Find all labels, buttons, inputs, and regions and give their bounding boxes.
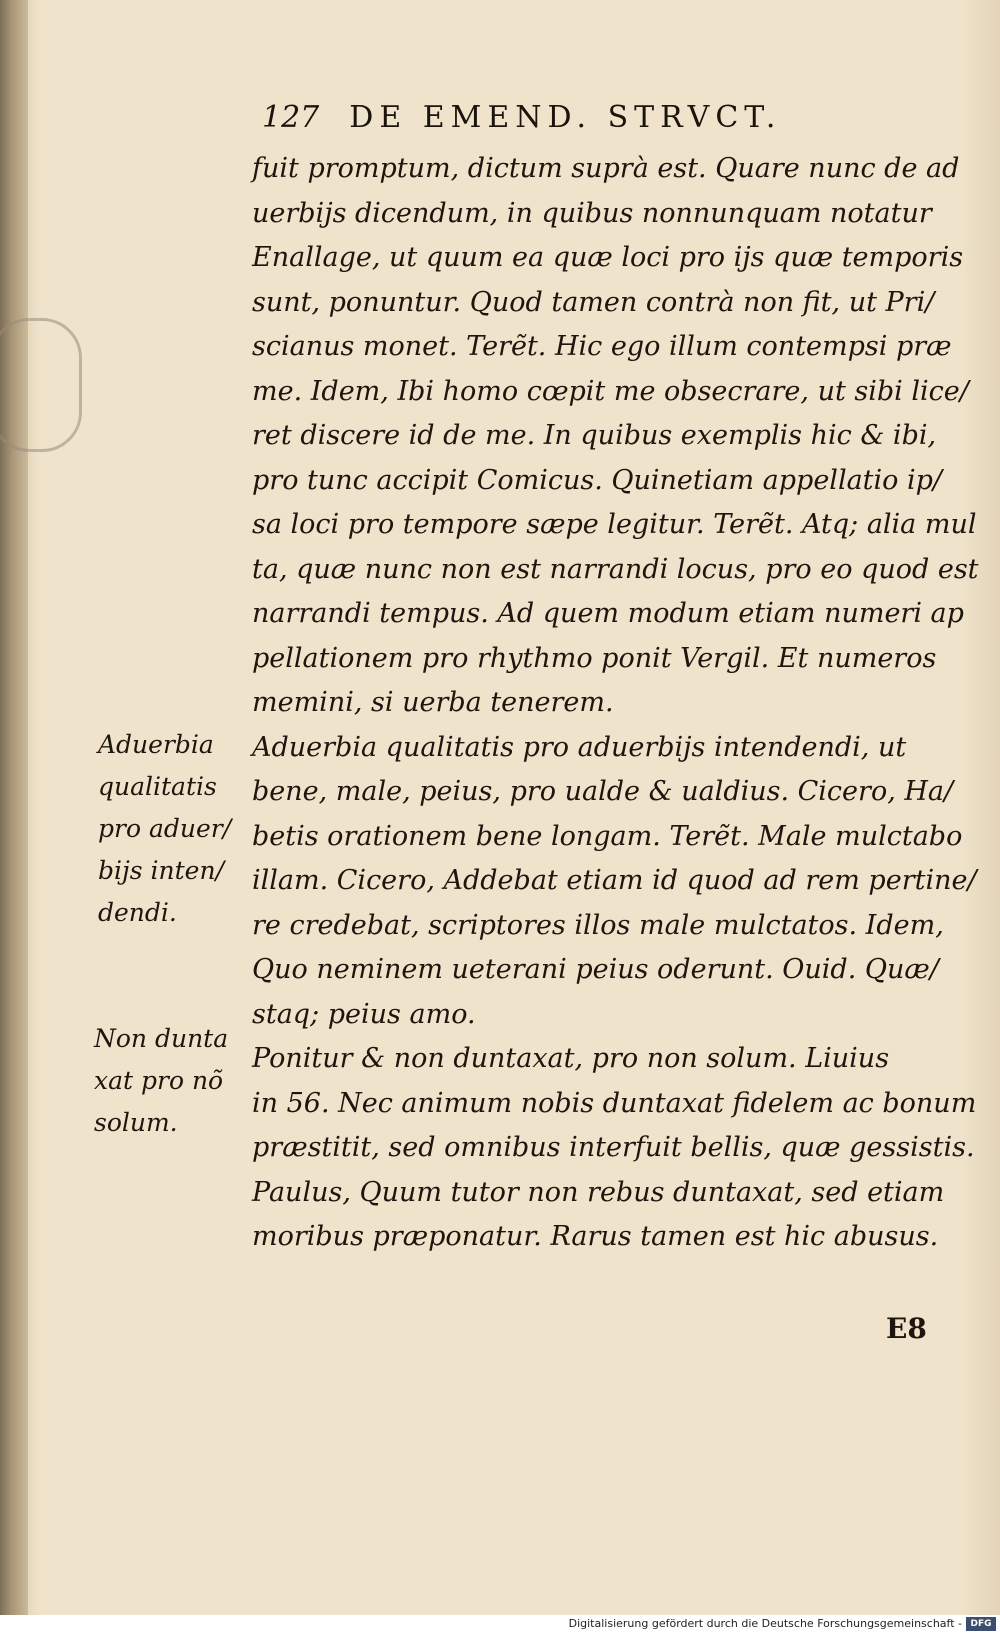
- main-text: [252, 147, 979, 1260]
- text-line: scianus monet. Terẽt. Hic ego illum contempsi præ: [252, 331, 952, 362]
- text-line: Ponitur & non duntaxat, pro non solum. Liuius: [252, 1043, 890, 1074]
- text-line: Enallage, ut quum ea quæ loci pro ijs quæ temporis: [252, 242, 964, 273]
- book-gutter: [0, 0, 28, 1615]
- margin-note-duntaxat: [94, 1018, 228, 1144]
- margin-note-line: solum.: [94, 1108, 178, 1137]
- margin-note-line: xat pro nõ: [94, 1066, 224, 1095]
- text-line: bene, male, peius, pro ualde & ualdius. Cicero, Ha/: [252, 776, 954, 807]
- signature-mark: E8: [886, 1312, 927, 1345]
- margin-note-line: pro aduer/: [98, 814, 232, 843]
- text-line: sunt, ponuntur. Quod tamen contrà non fit, ut Pri/: [252, 286, 935, 318]
- text-line: uerbijs dicendum, in quibus nonnunquam notatur: [252, 197, 932, 229]
- margin-note-line: bijs inten/: [98, 856, 224, 885]
- text-line: præstitit, sed omnibus interfuit bellis, quæ gessistis.: [252, 1132, 975, 1163]
- digitization-footer: [0, 1615, 1000, 1634]
- text-line: pellationem pro rhythmo ponit Vergil. Et numeros: [252, 642, 937, 674]
- dfg-logo-icon: DFG: [966, 1617, 996, 1631]
- text-line: ta, quæ nunc non est narrandi locus, pro eo quod est: [252, 553, 979, 585]
- margin-note-aduerbia: [98, 724, 231, 934]
- text-line: memini, si uerba tenerem.: [252, 687, 614, 718]
- text-line: staq; peius amo.: [252, 998, 476, 1030]
- text-line: ret discere id de me. In quibus exemplis hic & ibi,: [252, 420, 937, 451]
- text-line: Quo neminem ueterani peius oderunt. Ouid. Quæ/: [252, 954, 939, 985]
- running-head: [262, 100, 781, 135]
- text-line: narrandi tempus. Ad quem modum etiam numeri ap: [252, 598, 964, 629]
- margin-note-line: Aduerbia: [98, 730, 214, 759]
- text-line: illam. Cicero, Addebat etiam id quod ad rem pertine/: [252, 865, 977, 896]
- text-line: me. Idem, Ibi homo cœpit me obsecrare, ut sibi lice/: [252, 375, 969, 407]
- text-line: sa loci pro tempore sæpe legitur. Terẽt. Atq; alia mul: [252, 509, 977, 540]
- margin-note-line: dendi.: [98, 898, 177, 927]
- margin-note-line: qualitatis: [98, 772, 217, 801]
- text-line: re credebat, scriptores illos male mulctatos. Idem,: [252, 909, 944, 941]
- text-line: betis orationem bene longam. Terẽt. Male mulctabo: [252, 820, 963, 852]
- running-head-title: DE EMEND. STRVCT.: [349, 100, 782, 135]
- text-line: fuit promptum, dictum suprà est. Quare nunc de ad: [252, 153, 960, 184]
- folio-number: 127: [262, 100, 320, 135]
- text-line: Aduerbia qualitatis pro aduerbijs intendendi, ut: [252, 731, 907, 763]
- margin-note-line: Non dunta: [94, 1024, 229, 1053]
- dfg-credit-text: Digitalisierung gefördert durch die Deutsche Forschungsgemeinschaft -: [568, 1617, 962, 1630]
- text-line: in 56. Nec animum nobis duntaxat fidelem ac bonum: [252, 1087, 977, 1119]
- text-line: moribus præponatur. Rarus tamen est hic abusus.: [252, 1221, 939, 1252]
- text-line: pro tunc accipit Comicus. Quinetiam appellatio ip/: [252, 464, 943, 496]
- text-line: Paulus, Quum tutor non rebus duntaxat, sed etiam: [252, 1176, 945, 1208]
- clasp-shadow: [0, 318, 82, 452]
